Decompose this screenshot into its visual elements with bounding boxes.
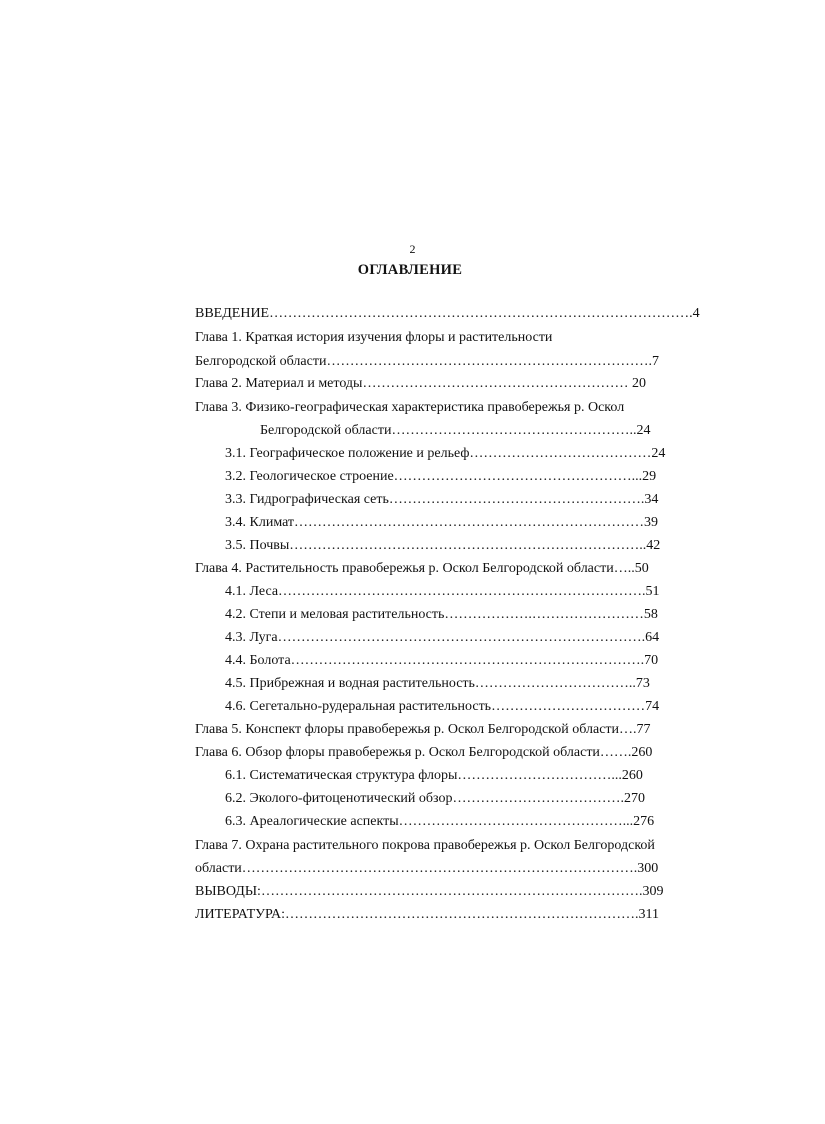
toc-entry-conclusions: ВЫВОДЫ:……………………………………………………………………….309 <box>195 884 664 899</box>
toc-entry-4-3: 4.3. Луга…………………………………………………………………….64 <box>225 630 660 645</box>
page-title: ОГЛАВЛЕНИЕ <box>357 262 463 278</box>
toc-entry-3-3: 3.3. Гидрографическая сеть……………………………………………….34 <box>225 492 659 507</box>
toc-entry-3-1: 3.1. Географическое положение и рельеф…………………………………24 <box>225 446 666 461</box>
toc-entry-chapter-4: Глава 4. Растительность правобережья р. Оскол Белгородской области…..50 <box>195 561 649 576</box>
toc-entry-4-1: 4.1. Леса…………………………………………………………………….51 <box>225 584 660 599</box>
toc-entry-3-2: 3.2. Геологическое строение……………………………………………...29 <box>225 469 657 484</box>
page-number: 2 <box>409 242 416 256</box>
toc-entry-3-4: 3.4. Климат…………………………………………………………………39 <box>225 515 659 530</box>
toc-entry-introduction: ВВЕДЕНИЕ……………………………………………………………………………….4 <box>195 306 700 321</box>
toc-entry-4-5: 4.5. Прибрежная и водная растительность……………………………..73 <box>225 676 650 691</box>
toc-entry-chapter-1-cont: Белгородской области…………………………………………………………….7 <box>195 354 659 369</box>
toc-entry-4-2: 4.2. Степи и меловая растительность……………….……………………58 <box>225 607 658 622</box>
toc-entry-literature: ЛИТЕРАТУРА:………………………………………………………………….311 <box>195 907 660 922</box>
toc-entry-chapter-3-cont: Белгородской области……………………………………………..24 <box>260 423 651 438</box>
toc-entry-4-4: 4.4. Болота………………………………………………………………….70 <box>225 653 659 668</box>
toc-entry-chapter-7: Глава 7. Охрана растительного покрова правобережья р. Оскол Белгородской <box>195 838 655 853</box>
toc-entry-3-5: 3.5. Почвы…………………………………………………………………..42 <box>225 538 661 553</box>
toc-entry-chapter-3: Глава 3. Физико-географическая характеристика правобережья р. Оскол <box>195 400 625 415</box>
toc-entry-4-6: 4.6. Сегетально-рудеральная растительность……………………………74 <box>225 699 660 714</box>
toc-entry-chapter-2: Глава 2. Материал и методы………………………………………………… 20 <box>195 376 646 391</box>
toc-entry-6-1: 6.1. Систематическая структура флоры……………………………...260 <box>225 768 643 783</box>
toc-entry-6-3: 6.3. Ареалогические аспекты…………………………………………...276 <box>225 814 655 829</box>
toc-entry-chapter-6: Глава 6. Обзор флоры правобережья р. Оскол Белгородской области…….260 <box>195 745 653 760</box>
toc-entry-chapter-7-cont: области………………………………………………………………………….300 <box>195 861 659 876</box>
toc-entry-chapter-1: Глава 1. Краткая история изучения флоры и растительности <box>195 330 553 345</box>
toc-entry-chapter-5: Глава 5. Конспект флоры правобережья р. Оскол Белгородской области….77 <box>195 722 651 737</box>
toc-entry-6-2: 6.2. Эколого-фитоценотический обзор……………………………….270 <box>225 791 645 806</box>
